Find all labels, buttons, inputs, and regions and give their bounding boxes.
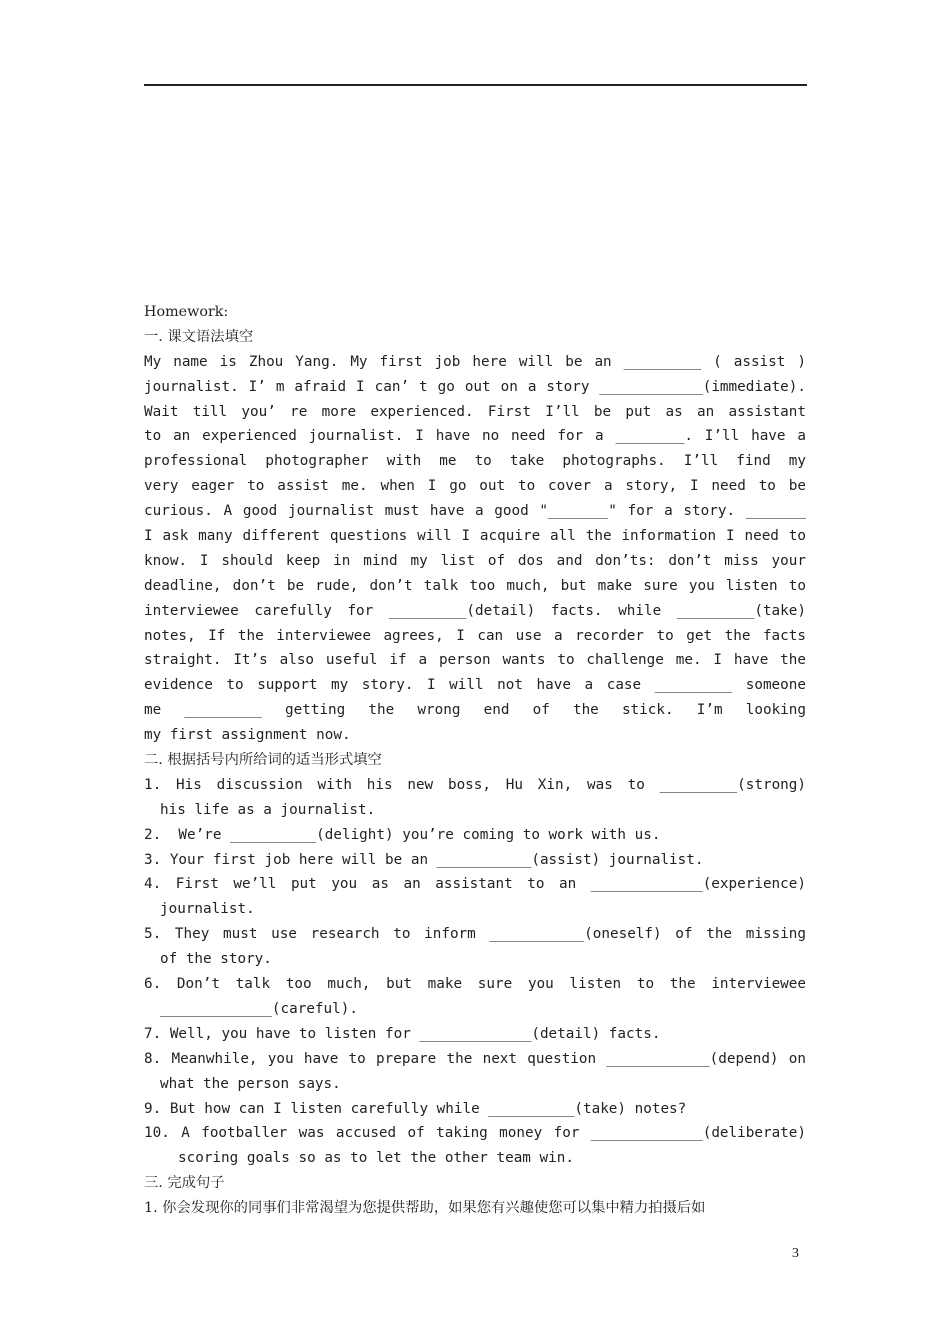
exercise-item: 7. Well, you have to listen for _____________(detail) facts.	[144, 1025, 661, 1042]
passage-line: very eager to assist me. when I go out to cover a story, I need to be	[144, 478, 806, 495]
passage-line: I ask many different questions will I acquire all the information I need to	[144, 528, 806, 545]
passage-line: professional photographer with me to take photographs. I’ll find my	[144, 453, 806, 470]
page-number: 3	[792, 1246, 799, 1261]
passage-line: evidence to support my story. I will not have a case _________ someone	[144, 677, 806, 694]
exercise-item-continuation: his life as a journalist.	[160, 801, 376, 818]
exercise-item-continuation: what the person says.	[160, 1075, 341, 1092]
section3-title: 三. 完成句子	[144, 1175, 225, 1192]
exercise-item-continuation: _____________(careful).	[160, 1000, 358, 1017]
passage-line: curious. A good journalist must have a good "_______" for a story. _______	[144, 503, 806, 520]
passage-line: my first assignment now.	[144, 727, 351, 744]
section1-passage	[144, 350, 806, 748]
exercise-item: 1. His discussion with his new boss, Hu Xin, was to _________(strong)	[144, 776, 806, 793]
passage-line: deadline, don’t be rude, don’t talk too much, but make sure you listen to	[144, 577, 806, 594]
exercise-item: 9. But how can I listen carefully while __________(take) notes?	[144, 1100, 687, 1117]
header-rule	[144, 84, 807, 86]
section3-item-1: 1. 你会发现你的同事们非常渴望为您提供帮助，如果您有兴趣使您可以集中精力拍摄后如	[144, 1200, 706, 1217]
exercise-item-continuation: scoring goals so as to let the other team win.	[178, 1150, 574, 1167]
homework-content	[144, 300, 806, 1221]
exercise-item: 5. They must use research to inform ___________(oneself) of the missing	[144, 926, 806, 943]
exercise-item-continuation: journalist.	[160, 901, 255, 918]
passage-line: to an experienced journalist. I have no need for a ________. I’ll have a	[144, 428, 806, 445]
passage-line: know. I should keep in mind my list of dos and don’ts: don’t miss your	[144, 552, 806, 569]
section2-title: 二. 根据括号内所给词的适当形式填空	[144, 752, 382, 769]
exercise-item: 2. We’re __________(delight) you’re coming to work with us.	[144, 826, 661, 843]
passage-line: straight. It’s also useful if a person wants to challenge me. I have the	[144, 652, 806, 669]
exercise-item: 10. A footballer was accused of taking money for _____________(deliberate)	[144, 1125, 806, 1142]
passage-line: me _________ getting the wrong end of the stick. I’m looking	[144, 702, 806, 719]
passage-line: Wait till you’ re more experienced. First I’ll be put as an assistant	[144, 403, 806, 420]
exercise-item: 3. Your first job here will be an ___________(assist) journalist.	[144, 851, 704, 868]
passage-line: My name is Zhou Yang. My first job here will be an _________ ( assist )	[144, 353, 806, 370]
section1-title: 一. 课文语法填空	[144, 328, 254, 345]
homework-label: Homework:	[144, 304, 229, 320]
exercise-item: 4. First we’ll put you as an assistant to an _____________(experience)	[144, 876, 806, 893]
exercise-item: 6. Don’t talk too much, but make sure you listen to the interviewee	[144, 976, 806, 993]
section2-items	[144, 773, 806, 1171]
passage-line: notes, If the interviewee agrees, I can use a recorder to get the facts	[144, 627, 806, 644]
passage-line: interviewee carefully for _________(detail) facts. while _________(take)	[144, 602, 806, 619]
exercise-item: 8. Meanwhile, you have to prepare the next question ____________(depend) on	[144, 1050, 806, 1067]
passage-line: journalist. I’ m afraid I can’ t go out on a story ____________(immediate).	[144, 378, 806, 395]
exercise-item-continuation: of the story.	[160, 951, 272, 968]
